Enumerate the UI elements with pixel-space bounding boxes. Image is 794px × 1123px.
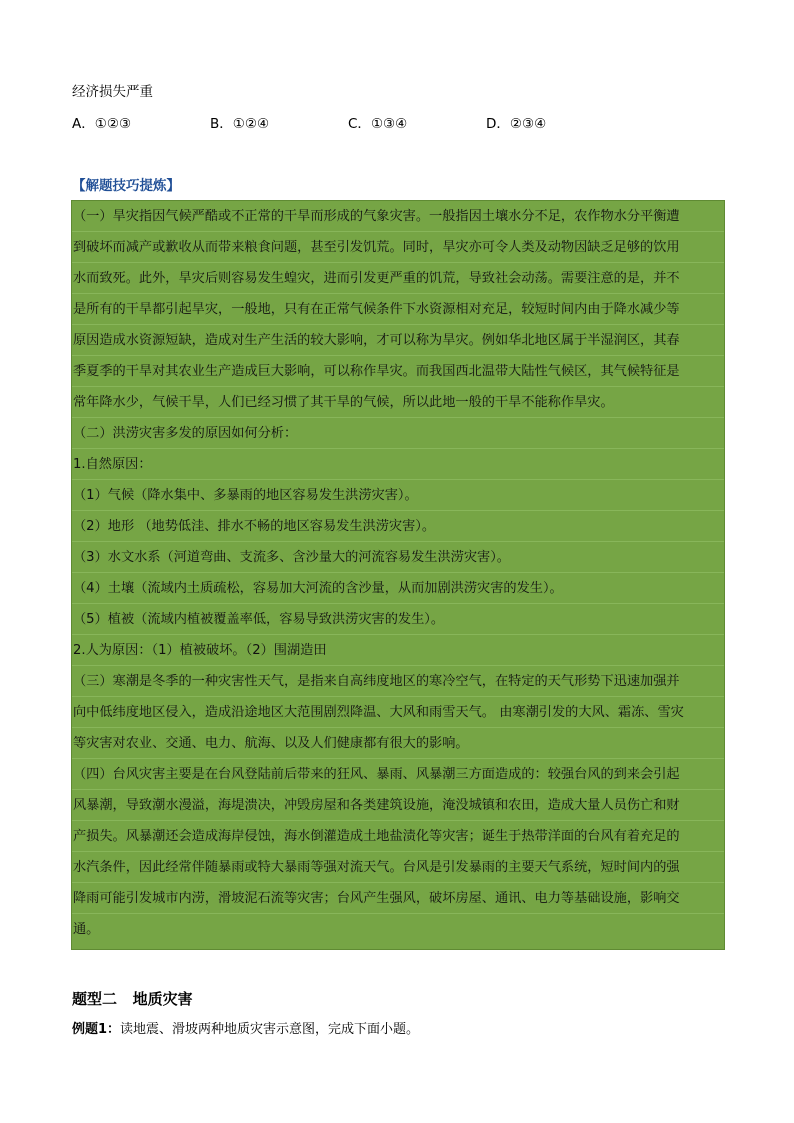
tips-line: （2）地形 （地势低洼、排水不畅的地区容易发生洪涝灾害）。: [72, 511, 724, 542]
tips-heading: 【解题技巧提炼】: [72, 178, 180, 194]
option-b-text: ①②④: [232, 116, 270, 132]
tips-line: 通。: [73, 922, 100, 937]
tips-line: （四）台风灾害主要是在台风登陆前后带来的狂风、暴雨、风暴潮三方面造成的：较强台风的到来会引起: [72, 759, 724, 790]
tips-line: 风暴潮，导致潮水漫溢，海堤溃决，冲毁房屋和各类建筑设施，淹没城镇和农田，造成大量人员伤亡和财: [72, 790, 724, 821]
tips-line: （三）寒潮是冬季的一种灾害性天气，是指来自高纬度地区的寒冷空气，在特定的天气形势下迅速加强并: [72, 666, 724, 697]
tips-line: 1.自然原因：: [72, 449, 724, 480]
option-a-letter: A．: [72, 116, 95, 132]
option-b[interactable]: [210, 114, 269, 134]
tips-line: 降雨可能引发城市内涝，滑坡泥石流等灾害；台风产生强风，破坏房屋、通讯、电力等基础设施，影响交: [72, 883, 724, 914]
tips-line: 产损失。风暴潮还会造成海岸侵蚀，海水倒灌造成土地盐渍化等灾害；诞生于热带洋面的台风有着充足的: [72, 821, 724, 852]
tips-line: （5）植被（流域内植被覆盖率低，容易导致洪涝灾害的发生）。: [72, 604, 724, 635]
tips-line: 2.人为原因：（1）植被破坏。（2）围湖造田: [72, 635, 724, 666]
option-d[interactable]: [486, 114, 546, 134]
option-c-text: ①③④: [370, 116, 408, 132]
tips-line: （二）洪涝灾害多发的原因如何分析：: [72, 418, 724, 449]
tips-box: [71, 200, 725, 950]
example-text: 读地震、滑坡两种地质灾害示意图，完成下面小题。: [120, 1022, 420, 1037]
intro-line: 经济损失严重: [72, 84, 153, 100]
tips-line: （4）土壤（流域内土质疏松，容易加大河流的含沙量，从而加剧洪涝灾害的发生）。: [72, 573, 724, 604]
tips-line: 常年降水少，气候干旱，人们已经习惯了其干旱的气候，所以此地一般的干旱不能称作旱灾。: [72, 387, 724, 418]
tips-line: （3）水文水系（河道弯曲、支流多、含沙量大的河流容易发生洪涝灾害）。: [72, 542, 724, 573]
option-c[interactable]: [348, 114, 407, 134]
tips-line: 到破坏而减产或歉收从而带来粮食问题，甚至引发饥荒。同时，旱灾亦可令人类及动物因缺乏足够的饮用: [72, 232, 724, 263]
tips-line: （1）气候（降水集中、多暴雨的地区容易发生洪涝灾害）。: [72, 480, 724, 511]
option-c-letter: C．: [348, 116, 371, 132]
option-b-letter: B．: [210, 116, 233, 132]
tips-line: 季夏季的干旱对其农业生产造成巨大影响，可以称作旱灾。而我国西北温带大陆性气候区，其气候特征是: [72, 356, 724, 387]
tips-line: （一）旱灾指因气候严酷或不正常的干旱而形成的气象灾害。一般指因土壤水分不足，农作物水分平衡遭: [72, 201, 724, 232]
section-title: 题型二 地质灾害: [72, 990, 193, 1008]
example-label: 例题1：: [72, 1022, 121, 1037]
tips-line: 水汽条件，因此经常伴随暴雨或特大暴雨等强对流天气。台风是引发暴雨的主要天气系统，短时间内的强: [72, 852, 724, 883]
option-d-letter: D．: [486, 116, 510, 132]
option-a[interactable]: [72, 114, 131, 134]
option-d-text: ②③④: [509, 116, 547, 132]
tips-line: 原因造成水资源短缺，造成对生产生活的较大影响，才可以称为旱灾。例如华北地区属于半湿润区，其春: [72, 325, 724, 356]
tips-line: 是所有的干旱都引起旱灾，一般地，只有在正常气候条件下水资源相对充足，较短时间内由于降水减少等: [72, 294, 724, 325]
tips-line: 向中低纬度地区侵入，造成沿途地区大范围剧烈降温、大风和雨雪天气。 由寒潮引发的大风、霜冻、雪灾: [72, 697, 724, 728]
example-question: [72, 1018, 419, 1037]
tips-line: 等灾害对农业、交通、电力、航海、以及人们健康都有很大的影响。: [72, 728, 724, 759]
option-a-text: ①②③: [94, 116, 132, 132]
tips-line: 水而致死。此外，旱灾后则容易发生蝗灾，进而引发更严重的饥荒，导致社会动荡。需要注意的是，并不: [72, 263, 724, 294]
